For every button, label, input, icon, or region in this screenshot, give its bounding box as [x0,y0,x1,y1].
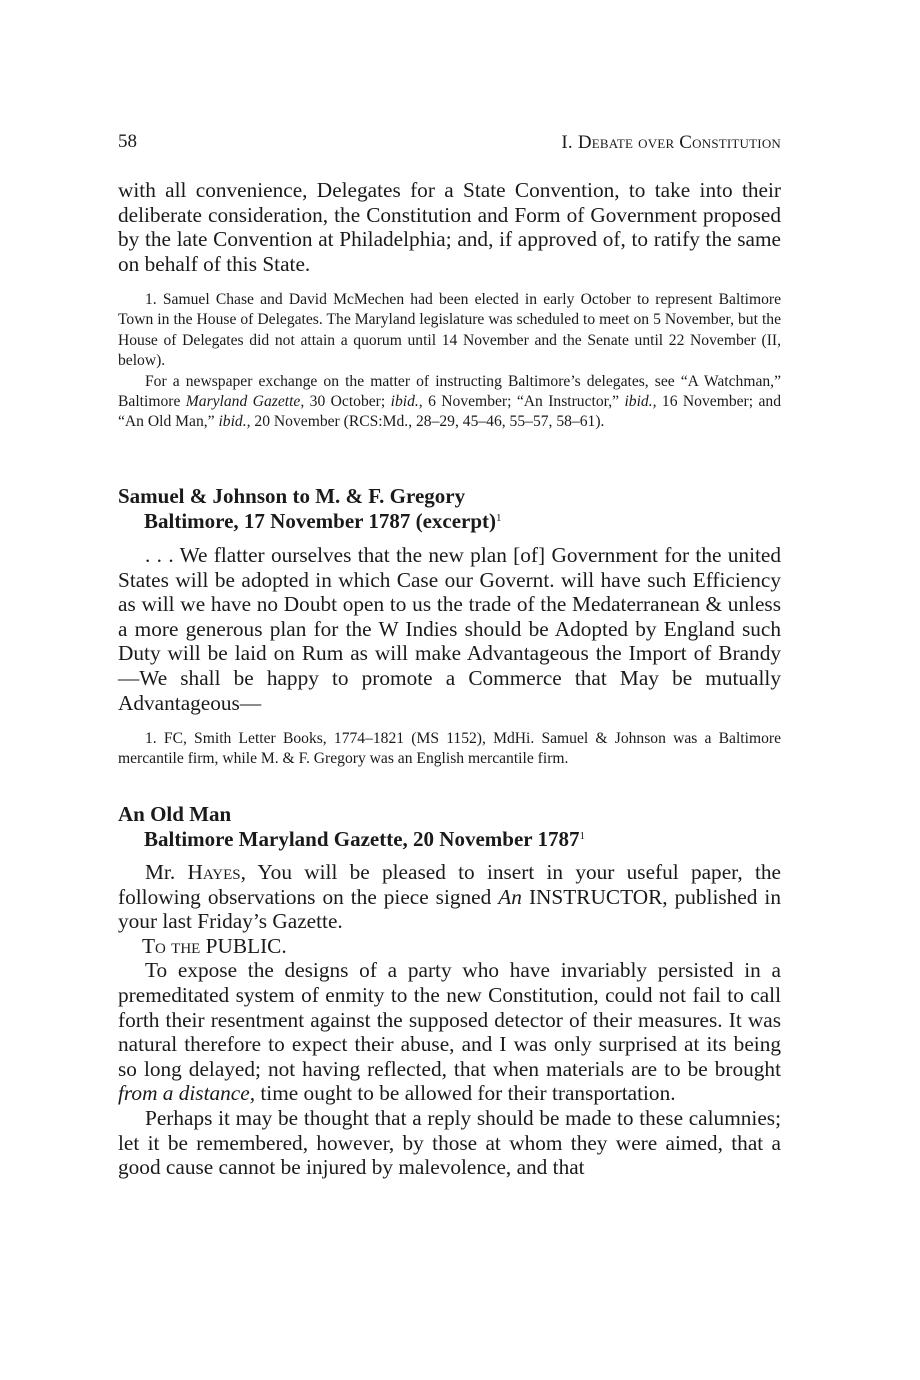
document-heading-1 [118,484,781,534]
intro-text-block [118,178,781,276]
page-number: 58 [118,131,137,152]
footnote-1: 1. Samuel Chase and David McMechen had been elected in early October to represent Baltimore Town in the House of Delegates. The Maryland legislature was scheduled to meet on 5 November, but the House of Delegates did not attain a quorum until 14 November and the Senate until 22 November (II, below). [118,291,781,370]
document-2-body [118,860,781,1180]
footnotes-section-1 [118,290,781,433]
document-heading-1-subtitle: Baltimore, 17 November 1787 (excerpt)$^1$ [144,509,502,533]
intro-paragraph: with all convenience, Delegates for a State Convention, to take into their deliberate consideration, the Constitution and Form of Government proposed by the late Convention at Philadelphia; and, if approved of, to ratify the same on behalf of this State. [118,178,781,276]
running-title: I. Debate over Constitution [561,132,781,153]
document-2-paragraph-2: To expose the designs of a party who have invariably persisted in a premeditated system of enmity to the new Constitution, could not fail to call forth their resentment against the supposed detector of their measures. It was natural therefore to expect their abuse, and I was only surprised at its being so long delayed; not having reflected, that when materials are to be brought from a distance, time ought to be allowed for their transportation. [118,958,781,1106]
footnote-2: For a newspaper exchange on the matter of instructing Baltimore’s delegates, see “A Watchman,” Baltimore Maryland Gazette, 30 October; ibid., 6 November; “An Instructor,” ibid., 16 November; and “An Old Man,” ibid., 20 November (RCS:Md., 28–29, 45–46, 55–57, 58–61). [118,372,781,431]
document-2-paragraph-3: Perhaps it may be thought that a reply should be made to these calumnies; let it be remembered, however, by those at whom they were aimed, that a good cause cannot be injured by malevolence, and that [118,1105,781,1180]
running-head [118,131,781,155]
document-heading-2 [118,802,781,852]
document-1-footnote: 1. FC, Smith Letter Books, 1774–1821 (MS 1152), MdHi. Samuel & Johnson was a Baltimore mercantile firm, while M. & F. Gregory was an English mercantile firm. [118,730,781,768]
document-heading-2-subtitle: Baltimore Maryland Gazette, 20 November 1787$^1$ [144,827,585,851]
footnote-marker: 1 [579,830,585,842]
document-heading-1-title: Samuel & Johnson to M. & F. Gregory [118,484,466,508]
footnotes-section-2 [118,729,781,770]
document-heading-2-title: An Old Man [118,802,232,826]
document-2-salutation: To the PUBLIC. [142,933,287,958]
document-1-body [118,543,781,715]
footnote-marker: 1 [496,512,502,524]
document-1-paragraph: . . . We flatter ourselves that the new plan [of] Government for the united States will be adopted in which Case our Governt. will have such Efficiency as will we have no Doubt open to us the trade of the Medaterranean & unless a more generous plan for the W Indies should be Adopted by England such Duty will be laid on Rum as will make Advantageous the Import of Brandy—We shall be happy to promote a Commerce that May be mutually Advantageous— [118,543,781,715]
document-2-paragraph-1: Mr. Hayes, You will be pleased to insert in your useful paper, the following observations on the piece signed An INSTRUCTOR, published in your last Friday’s Gazette. [118,860,781,934]
